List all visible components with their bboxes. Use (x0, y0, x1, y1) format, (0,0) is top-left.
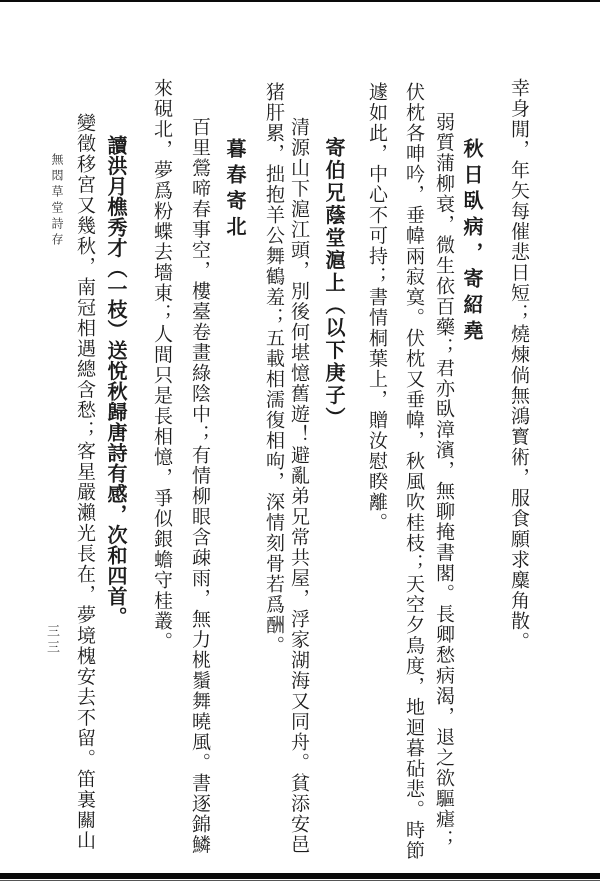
poem-body-column: 遽如此，中心不可持；書情桐葉上，贈汝慰睽離。 (366, 82, 387, 533)
poem-title-autumn-sickbed: 秋日臥病，寄紹堯 (460, 138, 482, 346)
poem-title-to-elder-brother-shanghai: 寄伯兄蔭堂滬上（以下庚子） (322, 137, 344, 430)
scan-edge-top (0, 0, 600, 2)
poem-body-column: 猪肝累，拙抱羊公舞鶴羞；五載相濡復相呴，深情刻骨若爲酬。 (263, 82, 284, 656)
poem-title-reading-hong-yueqiao: 讀洪月樵秀才（一枝）送悅秋歸唐詩有感，次和四首。 (104, 135, 126, 627)
poem-body-column: 變徵移宮又幾秋，南冠相遇總含愁；客星嚴瀨光長在，夢境槐安去不留。笛裏關山 (74, 113, 95, 851)
poem-body-column: 來硯北，夢爲粉蝶去墻東；人間只是長相憶，爭似銀蟾守桂叢。 (151, 78, 172, 652)
poem-body-column: 弱質蒲柳衰，微生依百藥；君亦臥漳濱，無聊掩書閣。長卿愁病渴，退之欲驅瘧； (433, 112, 454, 850)
scan-edge-bottom (0, 873, 600, 879)
poem-body-column: 清源山下滬江頭，別後何堪憶舊遊！避亂弟兄常共屋，浮家湖海又同舟。貧添安邑 (288, 117, 309, 855)
poem-body-column: 伏枕各呻吟，垂幃兩寂寞。伏枕又垂幃，秋風吹桂枝；天空夕鳥度，地迴暮砧悲。時節 (403, 82, 424, 861)
poem-continuation-column: 幸身閒，年矢每催悲日短；燒煉倘無鴻寳術，服食願求麋角散。 (508, 78, 529, 652)
poem-body-column: 百里鶯啼春事空，樓臺卷畫綠陰中；有情柳眼含疎雨，無力桃鬚舞曉風。書逐錦鱗 (189, 117, 210, 855)
poem-title-late-spring-to-north: 暮春寄北 (223, 138, 245, 242)
book-margin-title: 無悶草堂詩存 (50, 153, 64, 249)
page-number: 三三 (45, 624, 60, 656)
